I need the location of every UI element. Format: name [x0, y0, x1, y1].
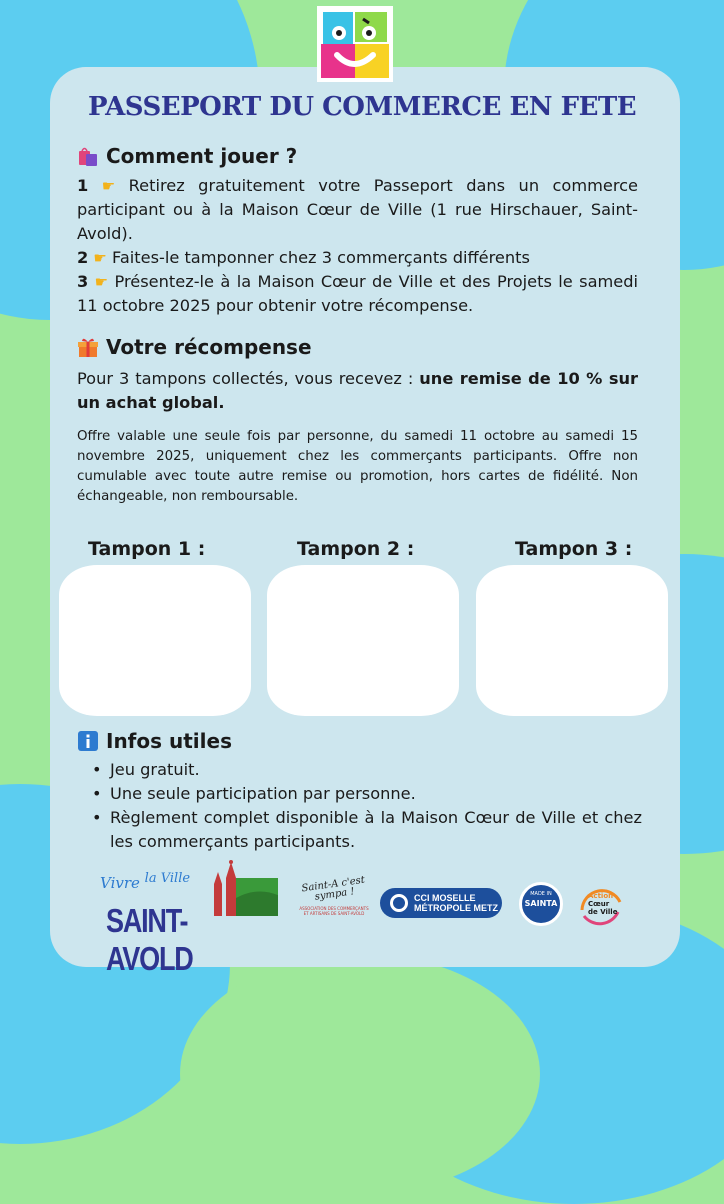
infos-list — [92, 758, 642, 854]
how-to-play-steps — [77, 174, 638, 318]
action-text: Action — [588, 892, 614, 900]
made-in-text: MADE IN — [530, 891, 552, 897]
step-text: Présentez-le à la Maison Cœur de Ville et des Projets le samedi 11 octobre 2025 pour obtenir votre récompense. — [77, 272, 638, 315]
step-2 — [77, 246, 638, 270]
association-script-text: Saint-A c'est sympa ! — [300, 874, 366, 903]
saint-avold-logo — [100, 858, 280, 977]
list-item: • Règlement complet disponible à la Maison Cœur de Ville et chez les commerçants participants. — [92, 806, 642, 854]
stamp-3-label: Tampon 3 : — [515, 538, 633, 560]
stamp-2-box — [267, 565, 459, 716]
stamp-2-label: Tampon 2 : — [297, 538, 415, 560]
cci-logo — [380, 888, 502, 918]
stamp-3-box — [476, 565, 668, 716]
reward-terms: Offre valable une seule fois par personne, du samedi 11 octobre au samedi 15 novembre 2025, uniquement chez les commerçants participants. Offre non cumulable avec toute autre remise ou promotion, hors cartes de fidélité. Non échangeable, non remboursable. — [77, 429, 638, 504]
reward-heading — [77, 335, 312, 359]
pointing-hand-icon: ☛ — [101, 177, 116, 195]
action-coeur-de-ville-logo — [576, 880, 626, 930]
how-to-play-heading-text: Comment jouer ? — [106, 144, 298, 168]
reward-highlight: une remise de 10 % sur un achat global. — [77, 369, 638, 412]
infos-heading — [77, 729, 232, 753]
list-item: • Jeu gratuit. — [92, 758, 642, 782]
association-caption: ASSOCIATION DES COMMERÇANTS ET ARTISANS DE SAINT-AVOLD — [299, 906, 369, 916]
list-item: • Une seule participation par personne. — [92, 782, 642, 806]
coeur-text: Cœur — [588, 900, 610, 908]
pointing-hand-icon: ☛ — [94, 273, 109, 291]
de-ville-text: de Ville — [588, 908, 618, 916]
step-number: 2 — [77, 248, 89, 267]
vivre-text: Vivre — [100, 874, 140, 892]
background-blob — [180, 954, 540, 1194]
step-number: 3 — [77, 272, 89, 291]
reward-heading-text: Votre récompense — [106, 335, 312, 359]
sainta-text: SAINTA — [524, 899, 558, 908]
la-ville-text: la Ville — [144, 871, 191, 886]
step-text: Retirez gratuitement votre Passeport dans un commerce participant ou à la Maison Cœur de Ville (1 rue Hirschauer, Saint-Avold). — [77, 176, 638, 243]
stamp-1-box — [59, 565, 251, 716]
infos-heading-text: Infos utiles — [106, 729, 232, 753]
step-1 — [77, 174, 638, 246]
cci-line1: CCI MOSELLE — [414, 893, 476, 903]
smiley-logo-icon — [317, 6, 393, 82]
step-3 — [77, 270, 638, 318]
shopping-bags-icon — [77, 145, 99, 167]
page-title: PASSEPORT DU COMMERCE EN FETE — [87, 92, 637, 122]
stamp-1-label: Tampon 1 : — [88, 538, 206, 560]
made-in-sainta-logo — [519, 882, 563, 926]
step-number: 1 — [77, 176, 89, 195]
how-to-play-heading — [77, 144, 297, 168]
cci-line2: MÉTROPOLE METZ — [414, 903, 498, 913]
saint-avold-text: SAINT-AVOLD — [106, 902, 193, 977]
association-logo — [298, 874, 370, 930]
pointing-hand-icon: ☛ — [93, 249, 107, 267]
step-text: Faites-le tamponner chez 3 commerçants différents — [106, 248, 530, 267]
cci-emblem-icon — [390, 894, 408, 912]
info-icon — [77, 730, 99, 752]
reward-intro: Pour 3 tampons collectés, vous recevez : — [77, 369, 420, 388]
reward-text — [77, 367, 638, 415]
gift-icon — [77, 336, 99, 358]
